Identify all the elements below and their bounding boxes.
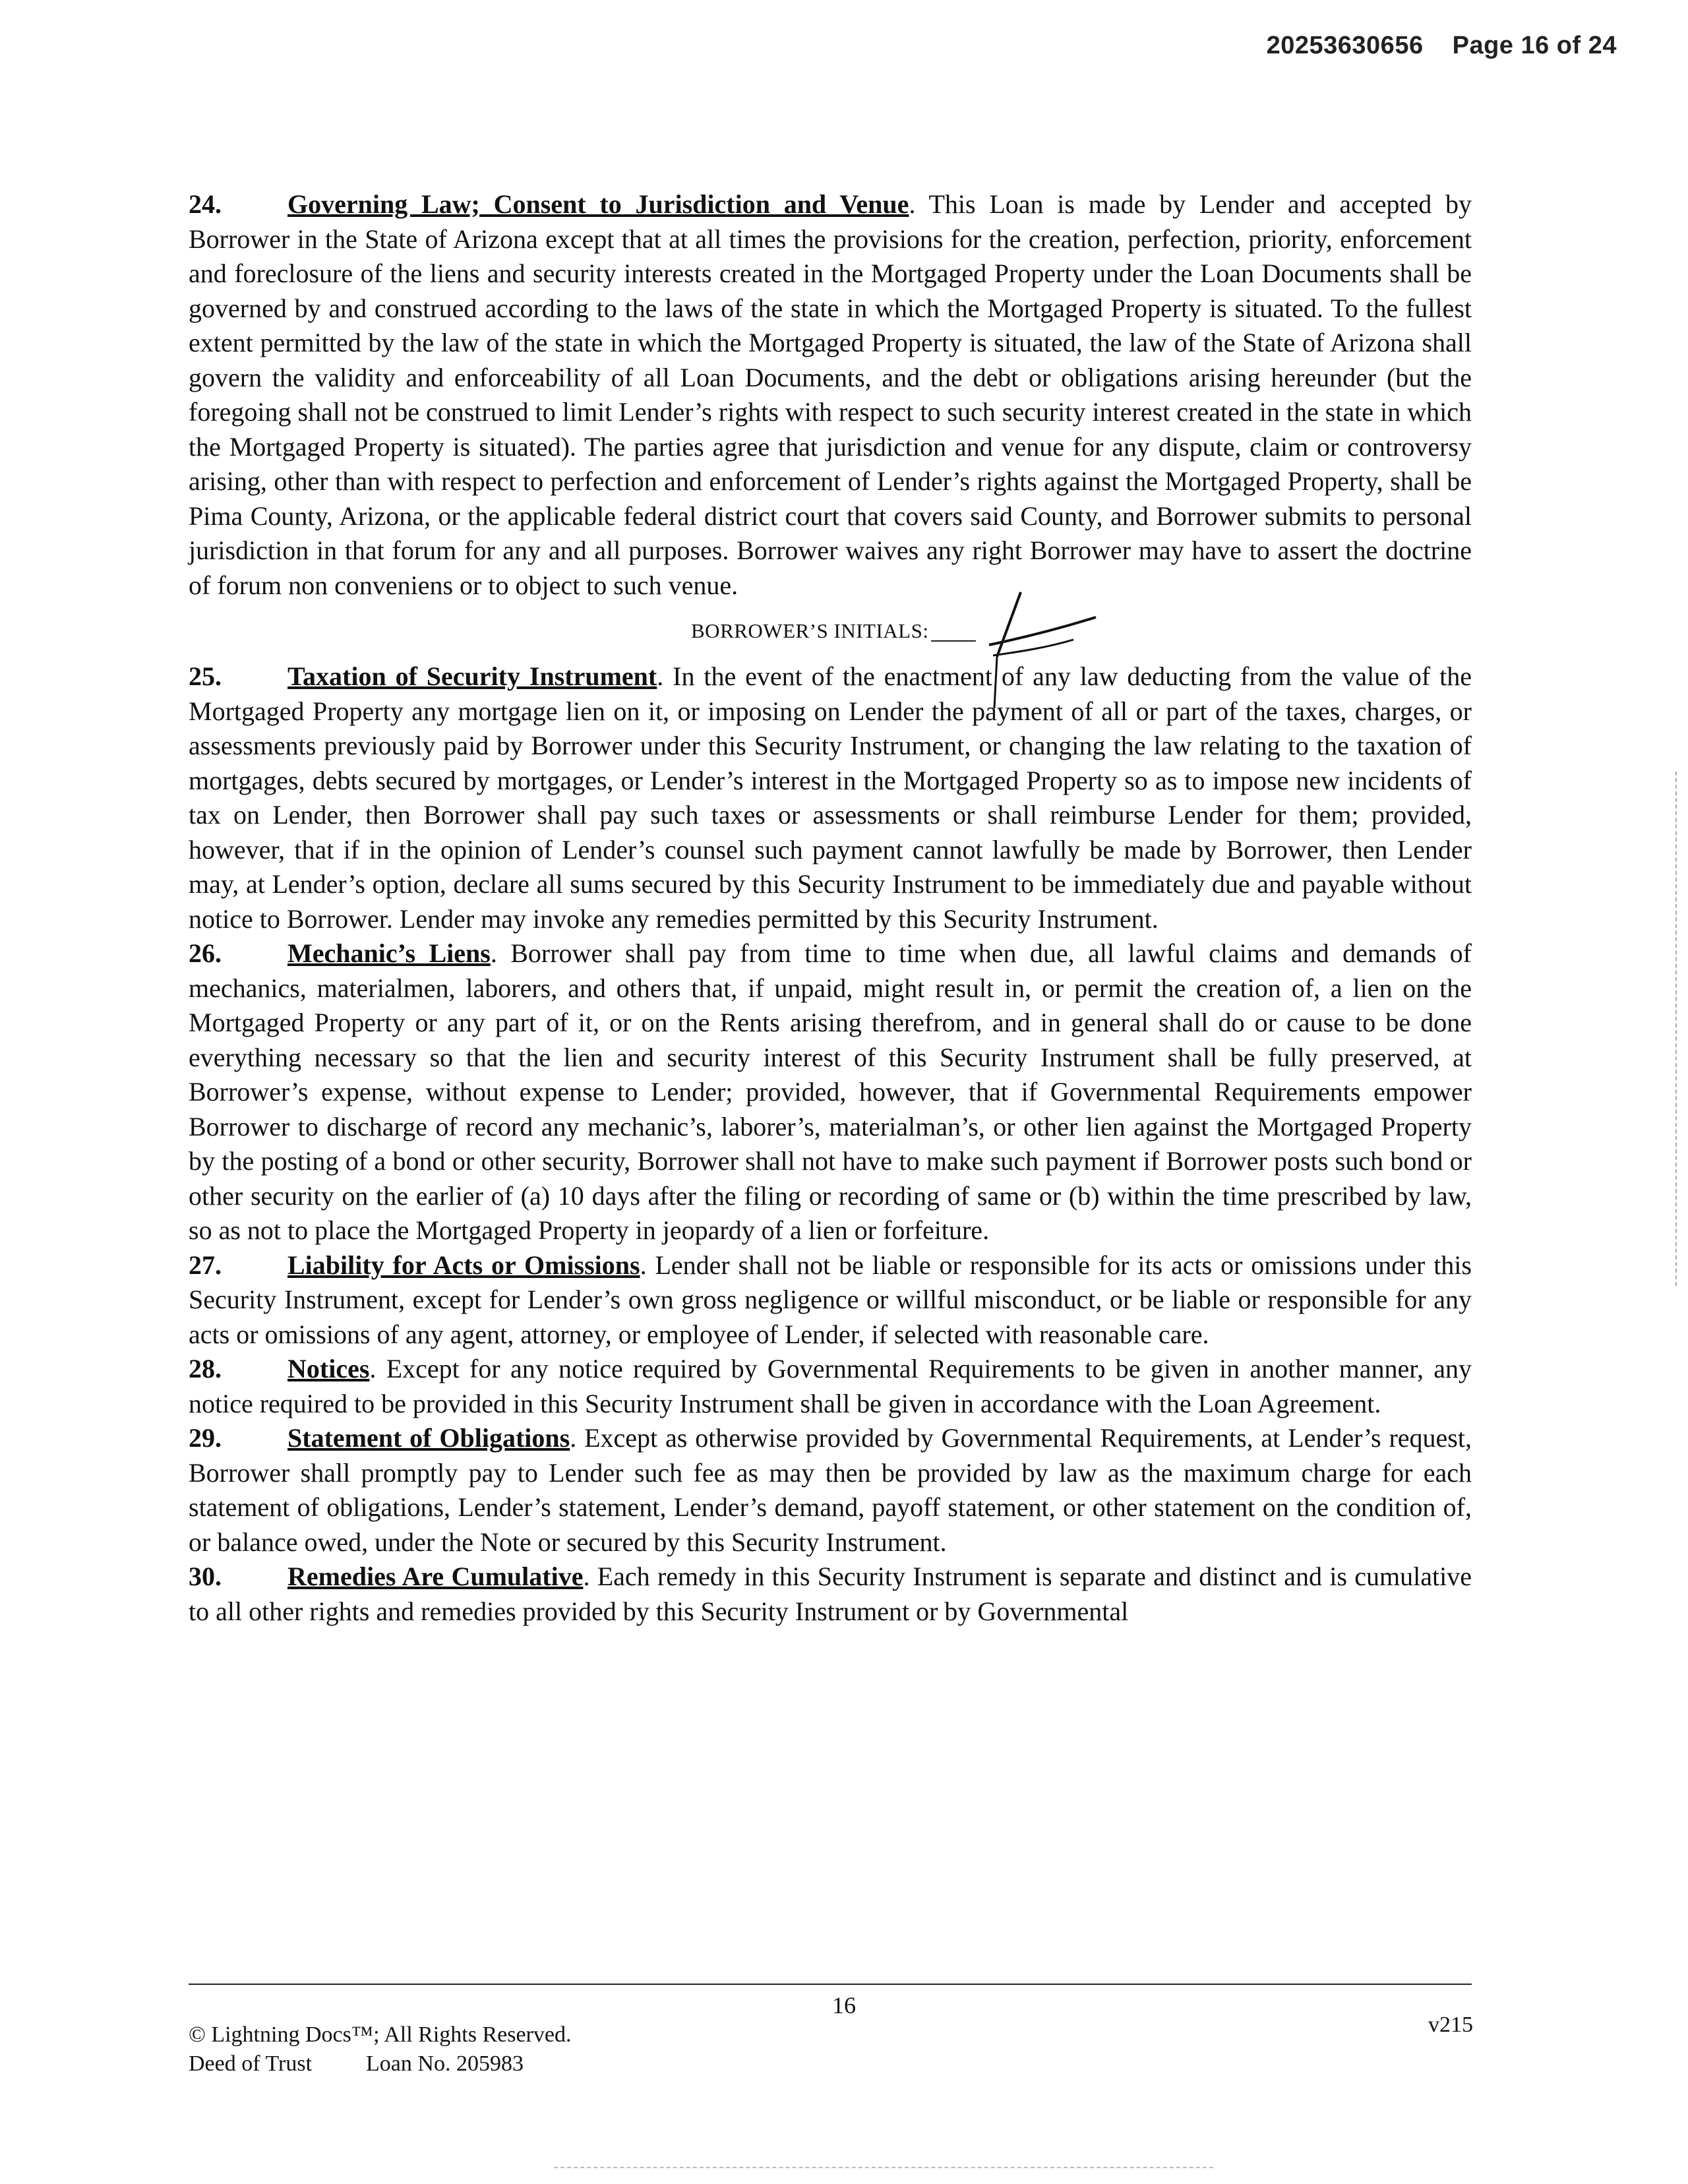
- recording-header: [1267, 32, 1617, 60]
- section-number: 29.: [189, 1423, 222, 1453]
- section-number: 27.: [189, 1250, 222, 1280]
- section-25: [189, 659, 1472, 936]
- scan-artifact-bottom: [554, 2167, 1213, 2169]
- section-text: . This Loan is made by Lender and accepted by Borrower in the State of Arizona except that at all times the provisions for the creation, perfection, priority, enforcement and foreclosure of the liens and security interests created in the Mortgaged Property under the Loan Documents shall be governed by and construed according to the laws of the state in which the Mortgaged Property is situated. To the fullest extent permitted by the law of the state in which the Mortgaged Property is situated, the law of the State of Arizona shall govern the validity and enforceability of all Loan Documents, and the debt or obligations arising hereunder (but the foregoing shall not be construed to limit Lender’s rights with respect to such security interest created in the state in which the Mortgaged Property is situated). The parties agree that jurisdiction and venue for any dispute, claim or controversy arising, other than with respect to perfection and enforcement of Lender’s rights against the Mortgaged Property, shall be Pima County, Arizona, or the applicable federal district court that covers said County, and Borrower submits to personal jurisdiction in that forum for any and all purposes. Borrower waives any right Borrower may have to assert the doctrine of forum non conveniens or to object to such venue.: [189, 189, 1472, 600]
- section-text: . Lender shall not be liable or responsible for its acts or omissions under this Security Instrument, except for Lender’s own gross negligence or willful misconduct, or be liable or responsible for any acts or omissions of any agent, attorney, or employee of Lender, if selected with reasonable care.: [189, 1250, 1472, 1349]
- scan-artifact: [1675, 772, 1679, 1286]
- section-heading: Liability for Acts or Omissions: [287, 1250, 640, 1280]
- section-27: [189, 1248, 1472, 1352]
- initials-label: BORROWER’S INITIALS:: [691, 619, 929, 642]
- section-text: . Borrower shall pay from time to time when due, all lawful claims and demands of mechanics, materialmen, laborers, and others that, if unpaid, might result in, or permit the creation of, a lien on the Mortgaged Property or any part of it, or on the Rents arising therefrom, and in general shall do or cause to be done everything necessary so that the lien and security interest of this Security Instrument shall be fully preserved, at Borrower’s expense, without expense to Lender; provided, however, that if Governmental Requirements empower Borrower to discharge of record any mechanic’s, laborer’s, materialman’s, or other lien against the Mortgaged Property by the posting of a bond or other security, Borrower shall not have to make such payment if Borrower posts such bond or other security on the earlier of (a) 10 days after the filing or recording of same or (b) within the time prescribed by law, so as not to place the Mortgaged Property in jeopardy of a lien or forfeiture.: [189, 938, 1472, 1245]
- borrower-initials-line: [189, 603, 1472, 659]
- form-version: v215: [1428, 2013, 1473, 2037]
- section-text: . Except as otherwise provided by Governmental Requirements, at Lender’s request, Borrower shall promptly pay to Lender such fee as may then be provided by law as the maximum charge for each statement of obligations, Lender’s statement, Lender’s demand, payoff statement, or other statement on the condition of, or balance owed, under the Note or secured by this Security Instrument.: [189, 1423, 1472, 1557]
- section-29: [189, 1421, 1472, 1560]
- section-number: 28.: [189, 1354, 222, 1383]
- section-number: 24.: [189, 189, 222, 219]
- section-text: . Each remedy in this Security Instrument is separate and distinct and is cumulative to all other rights and remedies provided by this Security Instrument or by Governmental: [189, 1562, 1472, 1626]
- section-number: 30.: [189, 1562, 222, 1591]
- footer-divider: [189, 1984, 1472, 1985]
- section-number: 26.: [189, 938, 222, 968]
- loan-number: Loan No. 205983: [366, 2051, 524, 2076]
- document-body: [189, 187, 1472, 1629]
- recording-number: 20253630656: [1266, 32, 1424, 59]
- page-indicator: Page 16 of 24: [1452, 32, 1617, 59]
- section-text: . Except for any notice required by Governmental Requirements to be given in another manner, any notice required to be provided in this Security Instrument shall be given in accordance with the Loan Agreement.: [189, 1354, 1472, 1418]
- document-info: [189, 2049, 571, 2078]
- section-30: [189, 1560, 1472, 1629]
- footer-left: [189, 2020, 571, 2078]
- section-heading: Notices: [287, 1354, 370, 1383]
- page-number: 16: [832, 1992, 856, 2018]
- section-number: 25.: [189, 661, 222, 691]
- section-24: [189, 187, 1472, 603]
- section-heading: Mechanic’s Liens: [287, 938, 491, 968]
- section-text: . In the event of the enactment of any law deducting from the value of the Mortgaged Property any mortgage lien on it, or imposing on Lender the payment of all or part of the taxes, charges, or assessments previously paid by Borrower under this Security Instrument, or changing the law relating to the taxation of mortgages, debts secured by mortgages, or Lender’s interest in the Mortgaged Property so as to impose new incidents of tax on Lender, then Borrower shall pay such taxes or assessments or shall reimburse Lender for them; provided, however, that if in the opinion of Lender’s counsel such payment cannot lawfully be made by Borrower, then Lender may, at Lender’s option, declare all sums secured by this Security Instrument to be immediately due and payable without notice to Borrower. Lender may invoke any remedies permitted by this Security Instrument.: [189, 661, 1472, 934]
- document-type: Deed of Trust: [189, 2051, 313, 2076]
- section-28: [189, 1352, 1472, 1421]
- initials-signature: [975, 579, 1106, 711]
- section-26: [189, 936, 1472, 1248]
- section-heading: Statement of Obligations: [287, 1423, 570, 1453]
- copyright-notice: © Lightning Docs™; All Rights Reserved.: [189, 2022, 572, 2047]
- section-heading: Governing Law; Consent to Jurisdiction and Venue: [287, 189, 909, 219]
- initials-blank: [931, 640, 976, 642]
- section-heading: Remedies Are Cumulative: [287, 1562, 584, 1591]
- section-heading: Taxation of Security Instrument: [287, 661, 657, 691]
